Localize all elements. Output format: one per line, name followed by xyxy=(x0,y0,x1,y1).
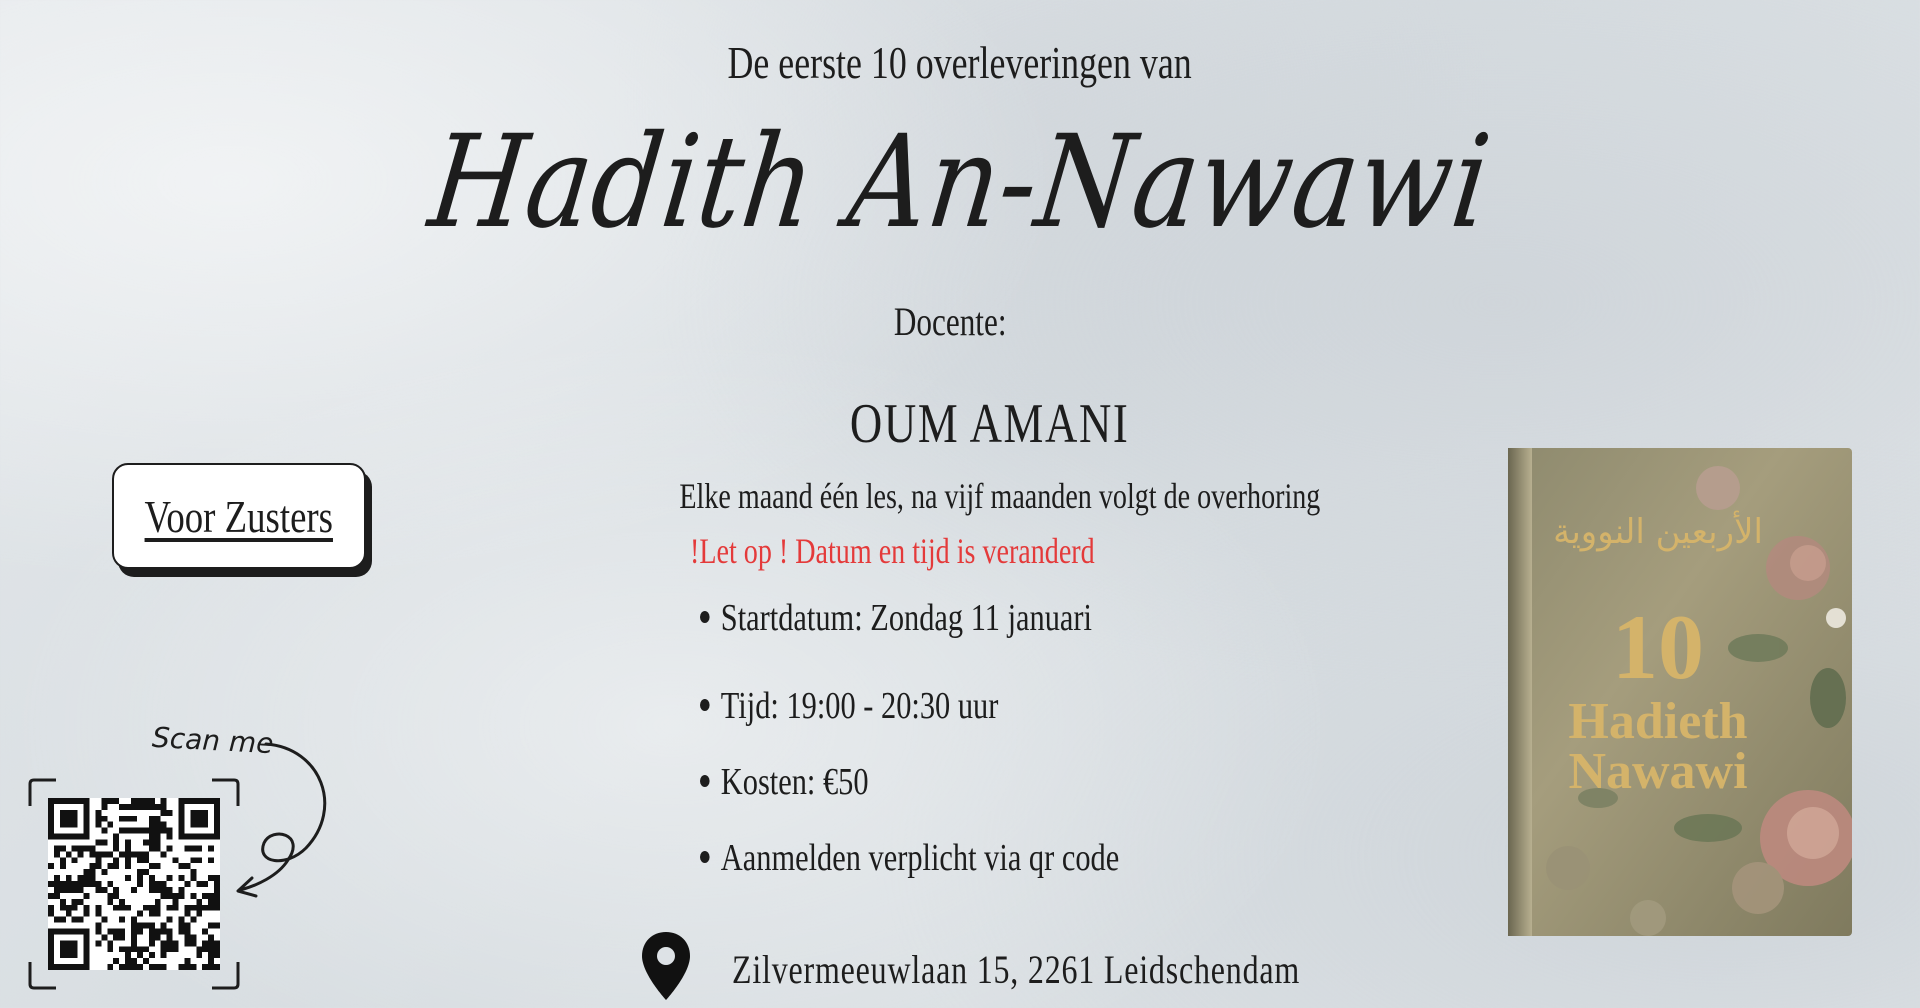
curly-arrow-icon xyxy=(226,738,346,908)
warning-notice: !Let op ! Datum en tijd is veranderd xyxy=(690,531,1095,571)
teacher-name-text: OUM AMANI xyxy=(850,393,1130,455)
subtitle xyxy=(0,36,1920,89)
detail-cost xyxy=(700,760,869,804)
detail-text: Tijd: 19:00 - 20:30 uur xyxy=(720,685,999,727)
bullet-icon xyxy=(700,699,710,711)
book-title-line1: Hadieth xyxy=(1568,693,1748,750)
audience-badge xyxy=(112,463,366,569)
title-text: Hadith An-Nawawi xyxy=(422,108,1498,257)
detail-register xyxy=(700,836,1119,880)
qr-code-frame xyxy=(28,778,240,990)
bullet-icon xyxy=(700,611,710,623)
bullet-icon xyxy=(700,851,710,863)
book-arabic-title: الأربعين النووية xyxy=(1553,512,1763,552)
scan-label: Scan me xyxy=(151,720,275,761)
bullet-icon xyxy=(700,775,710,787)
subtitle-text: De eerste 10 overleveringen van xyxy=(727,37,1193,88)
detail-text: Aanmelden verplicht via qr code xyxy=(720,837,1120,879)
qr-code[interactable] xyxy=(48,798,220,970)
lesson-info-text: Elke maand één les, na vijf maanden volgt de overhoring xyxy=(679,476,1321,516)
detail-text: Startdatum: Zondag 11 januari xyxy=(720,597,1092,639)
detail-text: Kosten: €50 xyxy=(720,761,869,803)
book-cover-image xyxy=(1508,448,1852,936)
book-title-line2: Nawawi xyxy=(1568,743,1748,800)
teacher-label-text: Docente: xyxy=(893,299,1007,344)
book-number: 10 xyxy=(1612,596,1704,698)
map-pin-icon xyxy=(640,930,692,1002)
detail-time xyxy=(700,684,998,728)
teacher-label xyxy=(0,298,1910,345)
detail-start-date xyxy=(700,596,1092,640)
page-title xyxy=(0,108,1920,257)
address: Zilvermeeuwlaan 15, 2261 Leidschendam xyxy=(732,947,1301,992)
audience-badge-text: Voor Zusters xyxy=(144,490,334,542)
teacher-name xyxy=(30,392,1920,456)
